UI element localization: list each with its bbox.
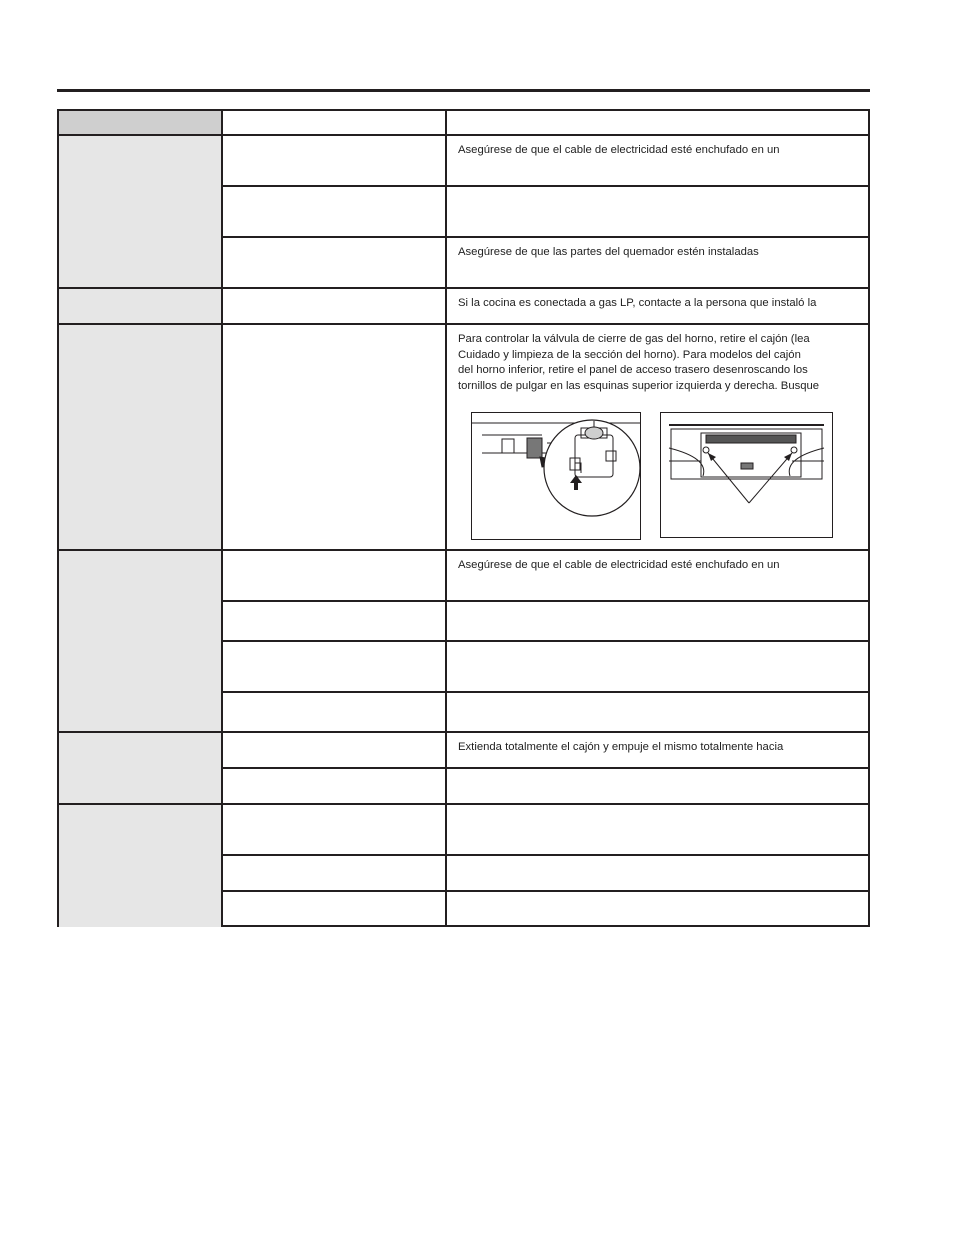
top-rule <box>57 89 870 92</box>
solution-cell <box>447 693 870 733</box>
cause-cell <box>223 187 447 238</box>
solution-cell <box>447 238 870 289</box>
cause-cell <box>223 693 447 733</box>
solution-cell <box>447 733 870 769</box>
cause-cell <box>223 238 447 289</box>
solution-line: tornillos de pulgar en las esquinas superior izquierda y derecha. Busque <box>458 379 820 392</box>
solution-line: Cuidado y limpieza de la sección del horno). Para modelos del cajón <box>458 348 801 361</box>
solution-cell <box>447 602 870 642</box>
cause-cell <box>223 769 447 805</box>
cause-cell <box>223 805 447 856</box>
solution-text: Extienda totalmente el cajón y empuje el mismo totalmente hacia <box>458 741 784 753</box>
cause-cell <box>223 289 447 325</box>
solution-cell <box>447 769 870 805</box>
header-problem-cell <box>59 111 223 136</box>
solution-text: Asegúrese de que el cable de electricidad esté enchufado en un <box>458 144 780 156</box>
solution-cell <box>447 187 870 238</box>
problem-cell <box>59 289 223 325</box>
problem-cell <box>59 805 223 927</box>
solution-text: Asegúrese de que las partes del quemador estén instaladas <box>458 246 759 258</box>
header-solution-cell <box>447 111 870 136</box>
solution-cell <box>447 551 870 602</box>
solution-cell <box>447 289 870 325</box>
solution-text: Si la cocina es conectada a gas LP, contacte a la persona que instaló la <box>458 297 817 309</box>
troubleshooting-table <box>57 109 870 927</box>
cause-cell <box>223 136 447 187</box>
solution-line: del horno inferior, retire el panel de acceso trasero desenroscando los <box>458 364 808 376</box>
cause-cell <box>223 892 447 927</box>
cause-cell <box>223 602 447 642</box>
rear-access-panel-illustration <box>660 412 833 538</box>
solution-cell <box>447 642 870 693</box>
solution-cell <box>447 805 870 856</box>
cause-cell <box>223 856 447 892</box>
cause-cell <box>223 551 447 602</box>
solution-text: Asegúrese de que el cable de electricidad esté enchufado en un <box>458 559 780 571</box>
problem-cell <box>59 325 223 551</box>
cause-cell <box>223 733 447 769</box>
header-cause-cell <box>223 111 447 136</box>
solution-cell <box>447 892 870 927</box>
problem-cell <box>59 136 223 289</box>
cause-cell <box>223 642 447 693</box>
problem-cell <box>59 733 223 805</box>
solution-line: Para controlar la válvula de cierre de gas del horno, retire el cajón (lea <box>458 333 810 345</box>
cause-cell <box>223 325 447 551</box>
problem-cell <box>59 551 223 733</box>
solution-cell <box>447 136 870 187</box>
solution-cell <box>447 856 870 892</box>
solution-cell <box>447 325 870 551</box>
gas-shutoff-valve-illustration <box>471 412 641 540</box>
